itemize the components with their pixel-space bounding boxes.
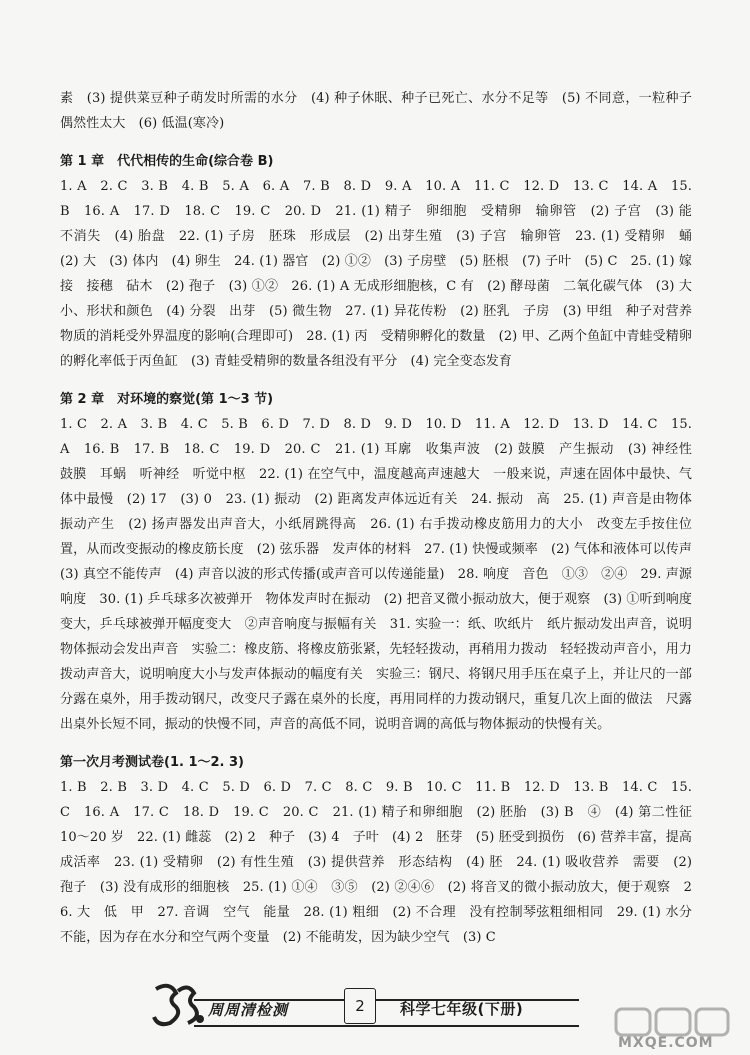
section-chapter1: [60, 150, 706, 374]
section-answers: 1. A 2. C 3. B 4. B 5. A 6. A 7. B 8. D 9. A 10. A 11. C 12. D 13. C 14. A 15. B 16. A 17. D 18. C 19. C 20. D 21. (1) 精子 卵细胞 受精卵 输卵管 (2) 子宫 (3) 能 不消失 (4) 胎盘 22. (1) 子房 胚珠 形成层 (2) 出芽生殖 (3) 子宫 输卵管 23. (1) 受精卵 蛹 (2) 大 (3) 体内 (4) 卵生 24. (1) 器官 (2) ①② (3) 子房壁 (5) 胚根 (7) 子叶 (5) C 25. (1) 嫁接 接穗 砧木 (2) 孢子 (3) ①② 26. (1) A 无成形细胞核，C 有 (2) 酵母菌 二氧化碳气体 (3) 大小、形状和颜色 (4) 分裂 出芽 (5) 微生物 27. (1) 异花传粉 (2) 胚乳 子房 (3) 甲组 种子对营养物质的消耗受外界温度的影响(合理即可) 28. (1) 丙 受精卵孵化的数量 (2) 甲、乙两个鱼缸中青蛙受精卵的孵化率低于丙鱼缸 (3) 青蛙受精卵的数量各组没有平分 (4) 完全变态发育: [60, 179, 706, 369]
intro-paragraph: 素 (3) 提供菜豆种子萌发时所需的水分 (4) 种子休眠、种子已死亡、水分不足等 (5) 不同意，一粒种子偶然性太大 (6) 低温(寒冷): [60, 91, 692, 131]
section-answers: 1. B 2. B 3. D 4. C 5. D 6. D 7. C 8. C 9. B 10. C 11. B 12. D 13. B 14. C 15. C 16. A 17. C 18. D 19. C 20. C 21. (1) 精子和卵细胞 (2) 胚胎 (3) B ④ (4) 第二性征 10～20 岁 22. (1) 雌蕊 (2) 2 种子 (3) 4 子叶 (4) 2 胚芽 (5) 胚受到损伤 (6) 营养丰富，提高成活率 23. (1) 受精卵 (2) 有性生殖 (3) 提供营养 形态结构 (4) 胚 24. (1) 吸收营养 需要 (2) 孢子 (3) 没有成形的细胞核 25. (1) ①④ ③⑤ (2) ②④⑥ (2) 将音叉的微小振动放大，便于观察 26. 大 低 甲 27. 音调 空气 能量 28. (1) 粗细 (2) 不合理 没有控制琴弦粗细相同 29. (1) 水分 不能，因为存在水分和空气两个变量 (2) 不能萌发，因为缺少空气 (3) C: [60, 780, 706, 945]
watermark-text: MXQE.COM: [618, 1035, 714, 1051]
section-answers: 1. C 2. A 3. B 4. C 5. B 6. D 7. D 8. D 9. D 10. D 11. A 12. D 13. D 14. C 15. A 16. B 17. B 18. C 19. D 20. C 21. (1) 耳廓 收集声波 (2) 鼓膜 产生振动 (3) 神经性 鼓膜 耳蜗 听神经 听觉中枢 22. (1) 在空气中，温度越高声速越大 一般来说，声速在固体中最快、气体中最慢 (2) 17 (3) 0 23. (1) 振动 (2) 距离发声体远近有关 24. 振动 高 25. (1) 声音是由物体振动产生 (2) 扬声器发出声音大，小纸屑跳得高 26. (1) 右手拨动橡皮筋用力的大小 改变左手按住位置，从而改变振动的橡皮筋长度 (2) 弦乐器 发声体的材料 27. (1) 快慢或频率 (2) 气体和液体可以传声 (3) 真空不能传声 (4) 声音以波的形式传播(或声音可以传递能量) 28. 响度 音色 ①③ ②④ 29. 声源 响度 30. (1) 乒乓球多次被弹开 物体发声时在振动 (2) 把音叉微小振动放大，便于观察 (3) ①听到响度变大，乒乓球被弹开幅度变大 ②声音响度与振幅有关 31. 实验一：纸、吹纸片 纸片振动发出声音，说明物体振动会发出声音 实验二：橡皮筋、将橡皮筋张紧，先轻轻拨动，再稍用力拨动 轻轻拨动声音小，用力拨动声音大，说明响度大小与发声体振动的幅度有关 实验三：钢尺、将钢尺用手压在桌子上，并让尺的一部分露在桌外，用手拨动钢尺，改变尺子露在桌外的长度，再用同样的力拨动钢尺，重复几次上面的做法 尺露出桌外长短不同，振动的快慢不同，声音的高低不同，说明音调的高低与物体振动的快慢有关。: [60, 417, 706, 732]
section-title: 第 2 章 对环境的察觉(第 1～3 节): [60, 392, 274, 407]
brand-name: 周周清检测: [208, 1001, 289, 1019]
section-title: 第一次月考测试卷(1. 1～2. 3): [60, 755, 244, 770]
page-number: 2: [344, 988, 376, 1024]
page-footer: [150, 985, 580, 1031]
section-title: 第 1 章 代代相传的生命(综合卷 B): [60, 154, 274, 169]
book-title: 科学七年级(下册): [400, 1000, 524, 1018]
section-chapter2: [60, 388, 706, 737]
section-monthly-test: [60, 751, 706, 950]
answer-page: [60, 86, 706, 950]
watermark-logo-icon: [612, 1005, 732, 1039]
site-watermark: [612, 1005, 742, 1055]
